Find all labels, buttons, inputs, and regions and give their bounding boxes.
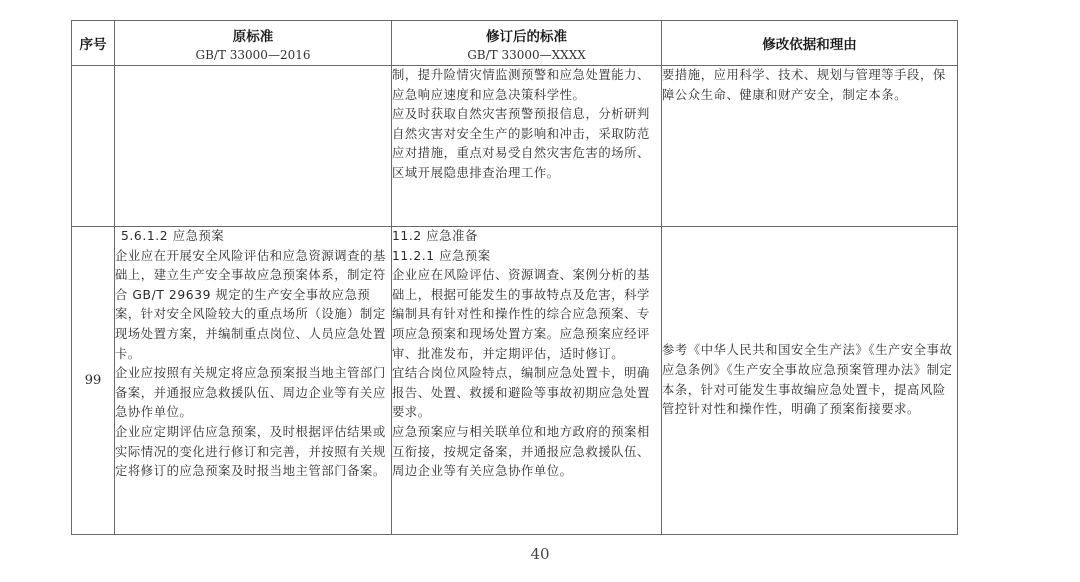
row2-revised — [392, 227, 662, 535]
header-row — [72, 21, 958, 66]
row2-revised-para: 应急预案应与相关联单位和地方政府的预案相互衔接，按规定备案，并通报应急救援队伍、周边企业等有关应急协作单位。 — [392, 424, 650, 479]
header-revised-title: 修订后的标准 — [486, 28, 567, 45]
row1-reason — [662, 66, 958, 227]
row2-original-para: 企业应在开展安全风险评估和应急资源调查的基础上，建立生产安全事故应急预案体系，制定符合 GB/T 29639 规定的生产安全事故应急预案，针对安全风险较大的重点场所（设施）制定现场处置方案，并编制重点岗位、人员应急处置卡。 — [115, 248, 386, 361]
header-revised — [392, 21, 662, 66]
row1-revised — [392, 66, 662, 227]
row2-reason-para: 参考《中华人民共和国安全生产法》《生产安全事故应急条例》《生产安全事故应急预案管理办法》制定本条，针对可能发生事故编应急处置卡，提高风险管控针对性和操作性，明确了预案衔接要求。 — [662, 343, 953, 417]
table-row — [72, 227, 958, 535]
row2-revised-para: 企业应在风险评估、资源调查、案例分析的基础上，根据可能发生的事故特点及危害，科学编制具有针对性和操作性的综合应急预案、专项应急预案和现场处置方案。应急预案应经评审、批准发布，并定期评估，适时修订。 — [392, 268, 650, 361]
row2-original-para: 企业应按照有关规定将应急预案报当地主管部门备案，并通报应急救援队伍、周边企业等有关应急协作单位。 — [115, 366, 386, 420]
header-seq: 序号 — [72, 21, 115, 66]
row2-revised-heading-2: 11.2.1 应急预案 — [392, 248, 491, 263]
row1-reason-para: 要措施，应用科学、技术、规划与管理等手段，保障公众生命、健康和财产安全，制定本条。 — [662, 68, 946, 102]
comparison-table — [71, 20, 958, 535]
header-original-code: GB/T 33000—2016 — [195, 47, 311, 62]
header-original — [115, 21, 392, 66]
table-row — [72, 66, 958, 227]
row2-reason — [662, 227, 958, 535]
header-reason: 修改依据和理由 — [662, 21, 958, 66]
page-number: 40 — [530, 545, 550, 563]
row2-original-para: 企业应定期评估应急预案，及时根据评估结果或实际情况的变化进行修订和完善，并按照有关规定将修订的应急预案及时报当地主管部门备案。 — [115, 424, 386, 479]
row2-original — [115, 227, 392, 535]
header-original-title: 原标准 — [232, 28, 274, 45]
row2-revised-heading-1: 11.2 应急准备 — [392, 229, 478, 243]
row2-revised-para: 宜结合岗位风险特点，编制应急处置卡，明确报告、处置、救援和避险等事故初期应急处置要求。 — [392, 366, 650, 420]
row1-original — [115, 66, 392, 227]
row2-original-heading: 5.6.1.2 应急预案 — [121, 229, 225, 243]
row1-seq — [72, 66, 115, 227]
row1-revised-para: 制，提升险情灾情监测预警和应急处置能力、应急响应速度和应急决策科学性。 — [392, 68, 650, 102]
row1-revised-para: 应及时获取自然灾害预警预报信息，分析研判自然灾害对安全生产的影响和冲击，采取防范应对措施，重点对易受自然灾害危害的场所、区域开展隐患排查治理工作。 — [392, 107, 650, 180]
header-revised-code: GB/T 33000—XXXX — [467, 47, 586, 62]
row2-seq: 99 — [72, 227, 115, 535]
